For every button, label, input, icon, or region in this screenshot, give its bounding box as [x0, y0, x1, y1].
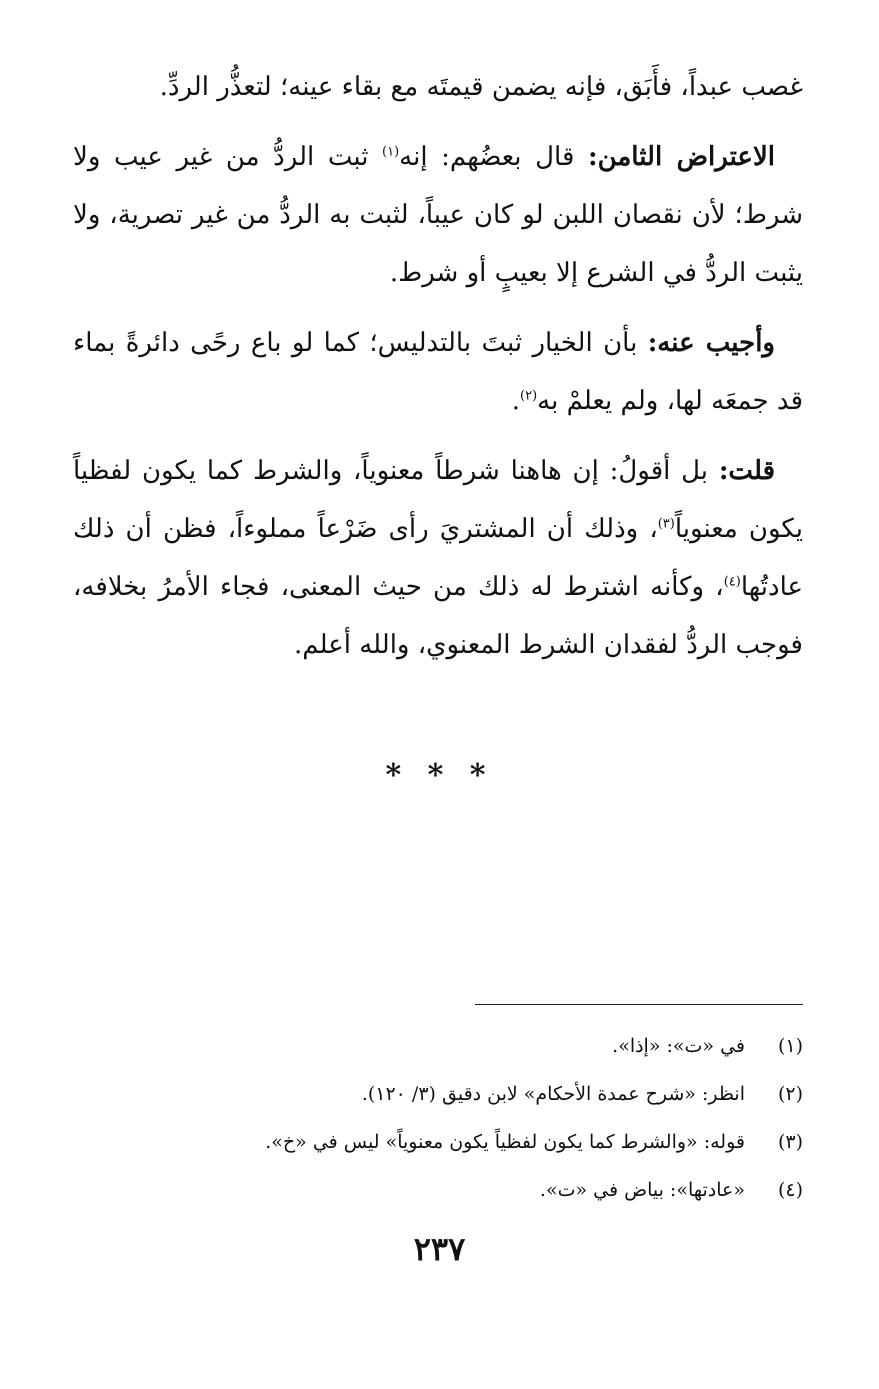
- paragraph-4-text-c: ، وكأنه اشترط له ذلك من حيث المعنى، فجاء الأمرُ بخلافه، فوجب الردُّ لفقدان الشرط المعنوي، والله أعلم.: [73, 572, 803, 660]
- section-separator: * * *: [385, 758, 494, 793]
- footnote-number: (٢): [777, 1083, 803, 1105]
- main-text-body: [73, 58, 803, 686]
- paragraph-3: [73, 314, 803, 430]
- paragraph-4-text-b: ، وذلك أن المشتريَ رأى ضَرْعاً مملوءاً، فظن أن ذلك عادتُها: [73, 514, 804, 602]
- footnote-number: (١): [777, 1035, 803, 1057]
- footnote-2: [73, 1070, 803, 1118]
- page-number: ٢٣٧: [413, 1230, 466, 1268]
- paragraph-4-lead: قلت:: [718, 456, 775, 486]
- paragraph-3-text-a: بأن الخيار ثبتَ بالتدليس؛ كما لو باع رحًى دائرةً بماء قد جمعَه لها، ولم يعلمْ به: [73, 328, 803, 416]
- paragraph-2: [73, 128, 803, 302]
- paragraph-3-lead: وأجيب عنه:: [647, 328, 775, 358]
- footnote-text: قوله: «والشرط كما يكون لفظياً يكون معنوياً» ليس في «خ».: [265, 1131, 745, 1153]
- paragraph-1-text: غصب عبداً، فأَبَق، فإنه يضمن قيمتَه مع بقاء عينه؛ لتعذُّر الردِّ.: [159, 72, 803, 102]
- paragraph-2-text-b: ثبت الردُّ من غير عيب ولا شرط؛ لأن نقصان اللبن لو كان عيباً، لثبت به الردُّ من غير تصرية، ولا يثبت الردُّ في الشرع إلا بعيبٍ أو شرط.: [73, 142, 803, 288]
- footnotes-section: [73, 1022, 803, 1214]
- footnote-ref-2: (٢): [520, 388, 538, 404]
- paragraph-1: [73, 58, 803, 116]
- footnote-3: [73, 1118, 803, 1166]
- footnote-number: (٣): [777, 1131, 803, 1153]
- paragraph-4: [73, 442, 803, 674]
- footnote-ref-4: (٤): [723, 574, 741, 590]
- footnote-ref-1: (١): [382, 144, 400, 160]
- paragraph-4-text-a: بل أقولُ: إن هاهنا شرطاً معنوياً، والشرط كما يكون لفظياً يكون معنوياً: [73, 456, 803, 544]
- footnote-text: في «ت»: «إذا».: [612, 1035, 745, 1057]
- paragraph-2-lead: الاعتراض الثامن:: [587, 142, 775, 172]
- footnote-text: «عادتها»: بياض في «ت».: [539, 1179, 745, 1201]
- footnote-text: انظر: «شرح عمدة الأحكام» لابن دقيق (٣/ ١٢٠).: [361, 1083, 745, 1105]
- footnote-1: [73, 1022, 803, 1070]
- footnote-ref-3: (٣): [657, 516, 675, 532]
- footnote-number: (٤): [777, 1179, 803, 1201]
- paragraph-3-text-b: .: [511, 386, 520, 416]
- paragraph-2-text-a: قال بعضُهم: إنه: [399, 142, 588, 172]
- footnote-divider: [475, 1004, 803, 1005]
- footnote-4: [73, 1166, 803, 1214]
